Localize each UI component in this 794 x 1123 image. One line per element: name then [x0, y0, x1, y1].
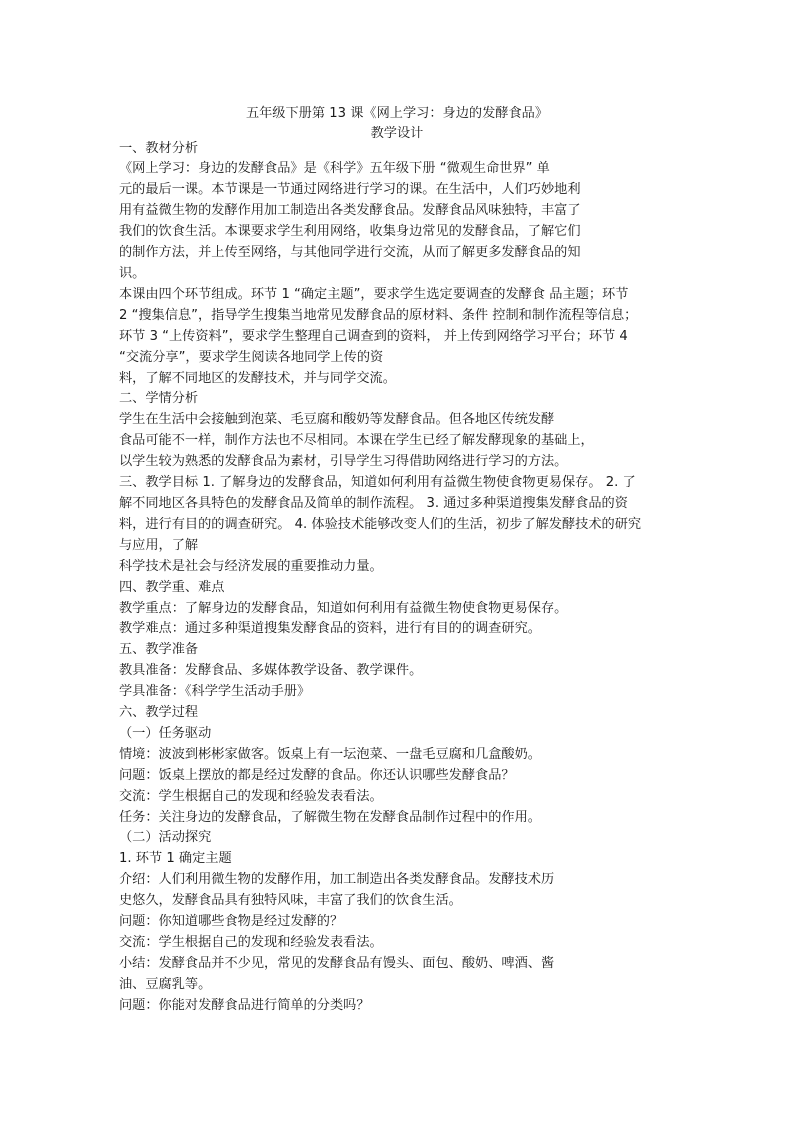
text-line: 教学难点：通过多种渠道搜集发酵食品的资料，进行有目的的调查研究。 — [119, 621, 541, 636]
text-line: 以学生较为熟悉的发酵食品为素材，引导学生习得借助网络进行学习的方法。 — [119, 454, 568, 469]
text-line: 问题：你知道哪些食物是经过发酵的？ — [119, 914, 344, 929]
text-line: 问题：饭桌上摆放的都是经过发酵的食品。你还认识哪些发酵食品？ — [119, 768, 515, 783]
text-line: 教具准备：发酵食品、多媒体教学设备、教学课件。 — [119, 663, 423, 678]
text-line: 1. 环节 1 确定主题 — [119, 851, 232, 866]
text-line: 与应用，了解 — [119, 538, 199, 553]
text-line: 学具准备：《科学学生活动手册》 — [119, 684, 311, 699]
section-heading: 二、学情分析 — [119, 391, 199, 406]
text-line: 用有益微生物的发酵作用加工制造出各类发酵食品。发酵食品风味独特，丰富了 — [119, 203, 581, 218]
subsection-heading: （一）任务驱动 — [119, 726, 212, 741]
text-line: 介绍：人们利用微生物的发酵作用，加工制造出各类发酵食品。发酵技术历 — [119, 872, 555, 887]
section-heading: 三、教学目标 1. 了解身边的发酵食品，知道如何利用有益微生物使食物更易保存。 2. 了 — [119, 475, 636, 490]
text-line: 识。 — [119, 266, 146, 281]
text-line: 《网上学习：身边的发酵食品》是《科学》五年级下册 “微观生命世界” 单 — [119, 161, 550, 176]
section-heading: 一、教材分析 — [119, 141, 199, 156]
text-line: 交流：学生根据自己的发现和经验发表看法。 — [119, 935, 383, 950]
text-line: 情境：波波到彬彬家做客。饭桌上有一坛泡菜、一盘毛豆腐和几盒酸奶。 — [119, 747, 541, 762]
text-line: 任务：关注身边的发酵食品，了解微生物在发酵食品制作过程中的作用。 — [119, 810, 541, 825]
document-title: 五年级下册第 13 课《网上学习：身边的发酵食品》 — [245, 106, 549, 121]
text-line: 料，了解不同地区的发酵技术，并与同学交流。 — [119, 371, 396, 386]
text-line: 的制作方法，并上传至网络，与其他同学进行交流，从而了解更多发酵食品的知 — [119, 245, 581, 260]
text-line: “交流分享”，要求学生阅读各地同学上传的资 — [119, 350, 384, 365]
text-line: 本课由四个环节组成。环节 1 “确定主题”，要求学生选定要调查的发酵食 品主题；环节 — [119, 287, 629, 302]
text-line: 2 “搜集信息”，指导学生搜集当地常见发酵食品的原材料、条件 控制和制作流程等信息； — [119, 308, 638, 323]
text-line: 科学技术是社会与经济发展的重要推动力量。 — [119, 559, 383, 574]
text-line: 问题：你能对发酵食品进行简单的分类吗？ — [119, 998, 370, 1013]
text-line: 小结：发酵食品并不少见，常见的发酵食品有馒头、面包、酸奶、啤酒、酱 — [119, 956, 555, 971]
section-heading: 四、教学重、难点 — [119, 580, 225, 595]
text-line: 食品可能不一样，制作方法也不尽相同。本课在学生已经了解发酵现象的基础上， — [119, 433, 594, 448]
text-line: 学生在生活中会接触到泡菜、毛豆腐和酸奶等发酵食品。但各地区传统发酵 — [119, 412, 555, 427]
text-line: 油、豆腐乳等。 — [119, 977, 212, 992]
text-line: 料，进行有目的的调查研究。 4. 体验技术能够改变人们的生活，初步了解发酵技术的研究 — [119, 517, 642, 532]
subsection-heading: （二）活动探究 — [119, 830, 212, 845]
text-line: 交流：学生根据自己的发现和经验发表看法。 — [119, 789, 383, 804]
text-line: 我们的饮食生活。本课要求学生利用网络，收集身边常见的发酵食品，了解它们 — [119, 224, 581, 239]
text-line: 史悠久，发酵食品具有独特风味，丰富了我们的饮食生活。 — [119, 893, 462, 908]
section-heading: 五、教学准备 — [119, 642, 199, 657]
text-line: 解不同地区各具特色的发酵食品及简单的制作流程。 3. 通过多种渠道搜集发酵食品的资 — [119, 496, 628, 511]
section-heading: 六、教学过程 — [119, 705, 199, 720]
text-line: 环节 3 “上传资料”，要求学生整理自己调查到的资料， 并上传到网络学习平台；环节 4 — [119, 329, 628, 344]
document-subtitle: 教学设计 — [370, 126, 424, 141]
text-line: 元的最后一课。本节课是一节通过网络进行学习的课。在生活中，人们巧妙地利 — [119, 182, 581, 197]
text-line: 教学重点：了解身边的发酵食品，知道如何利用有益微生物使食物更易保存。 — [119, 601, 568, 616]
